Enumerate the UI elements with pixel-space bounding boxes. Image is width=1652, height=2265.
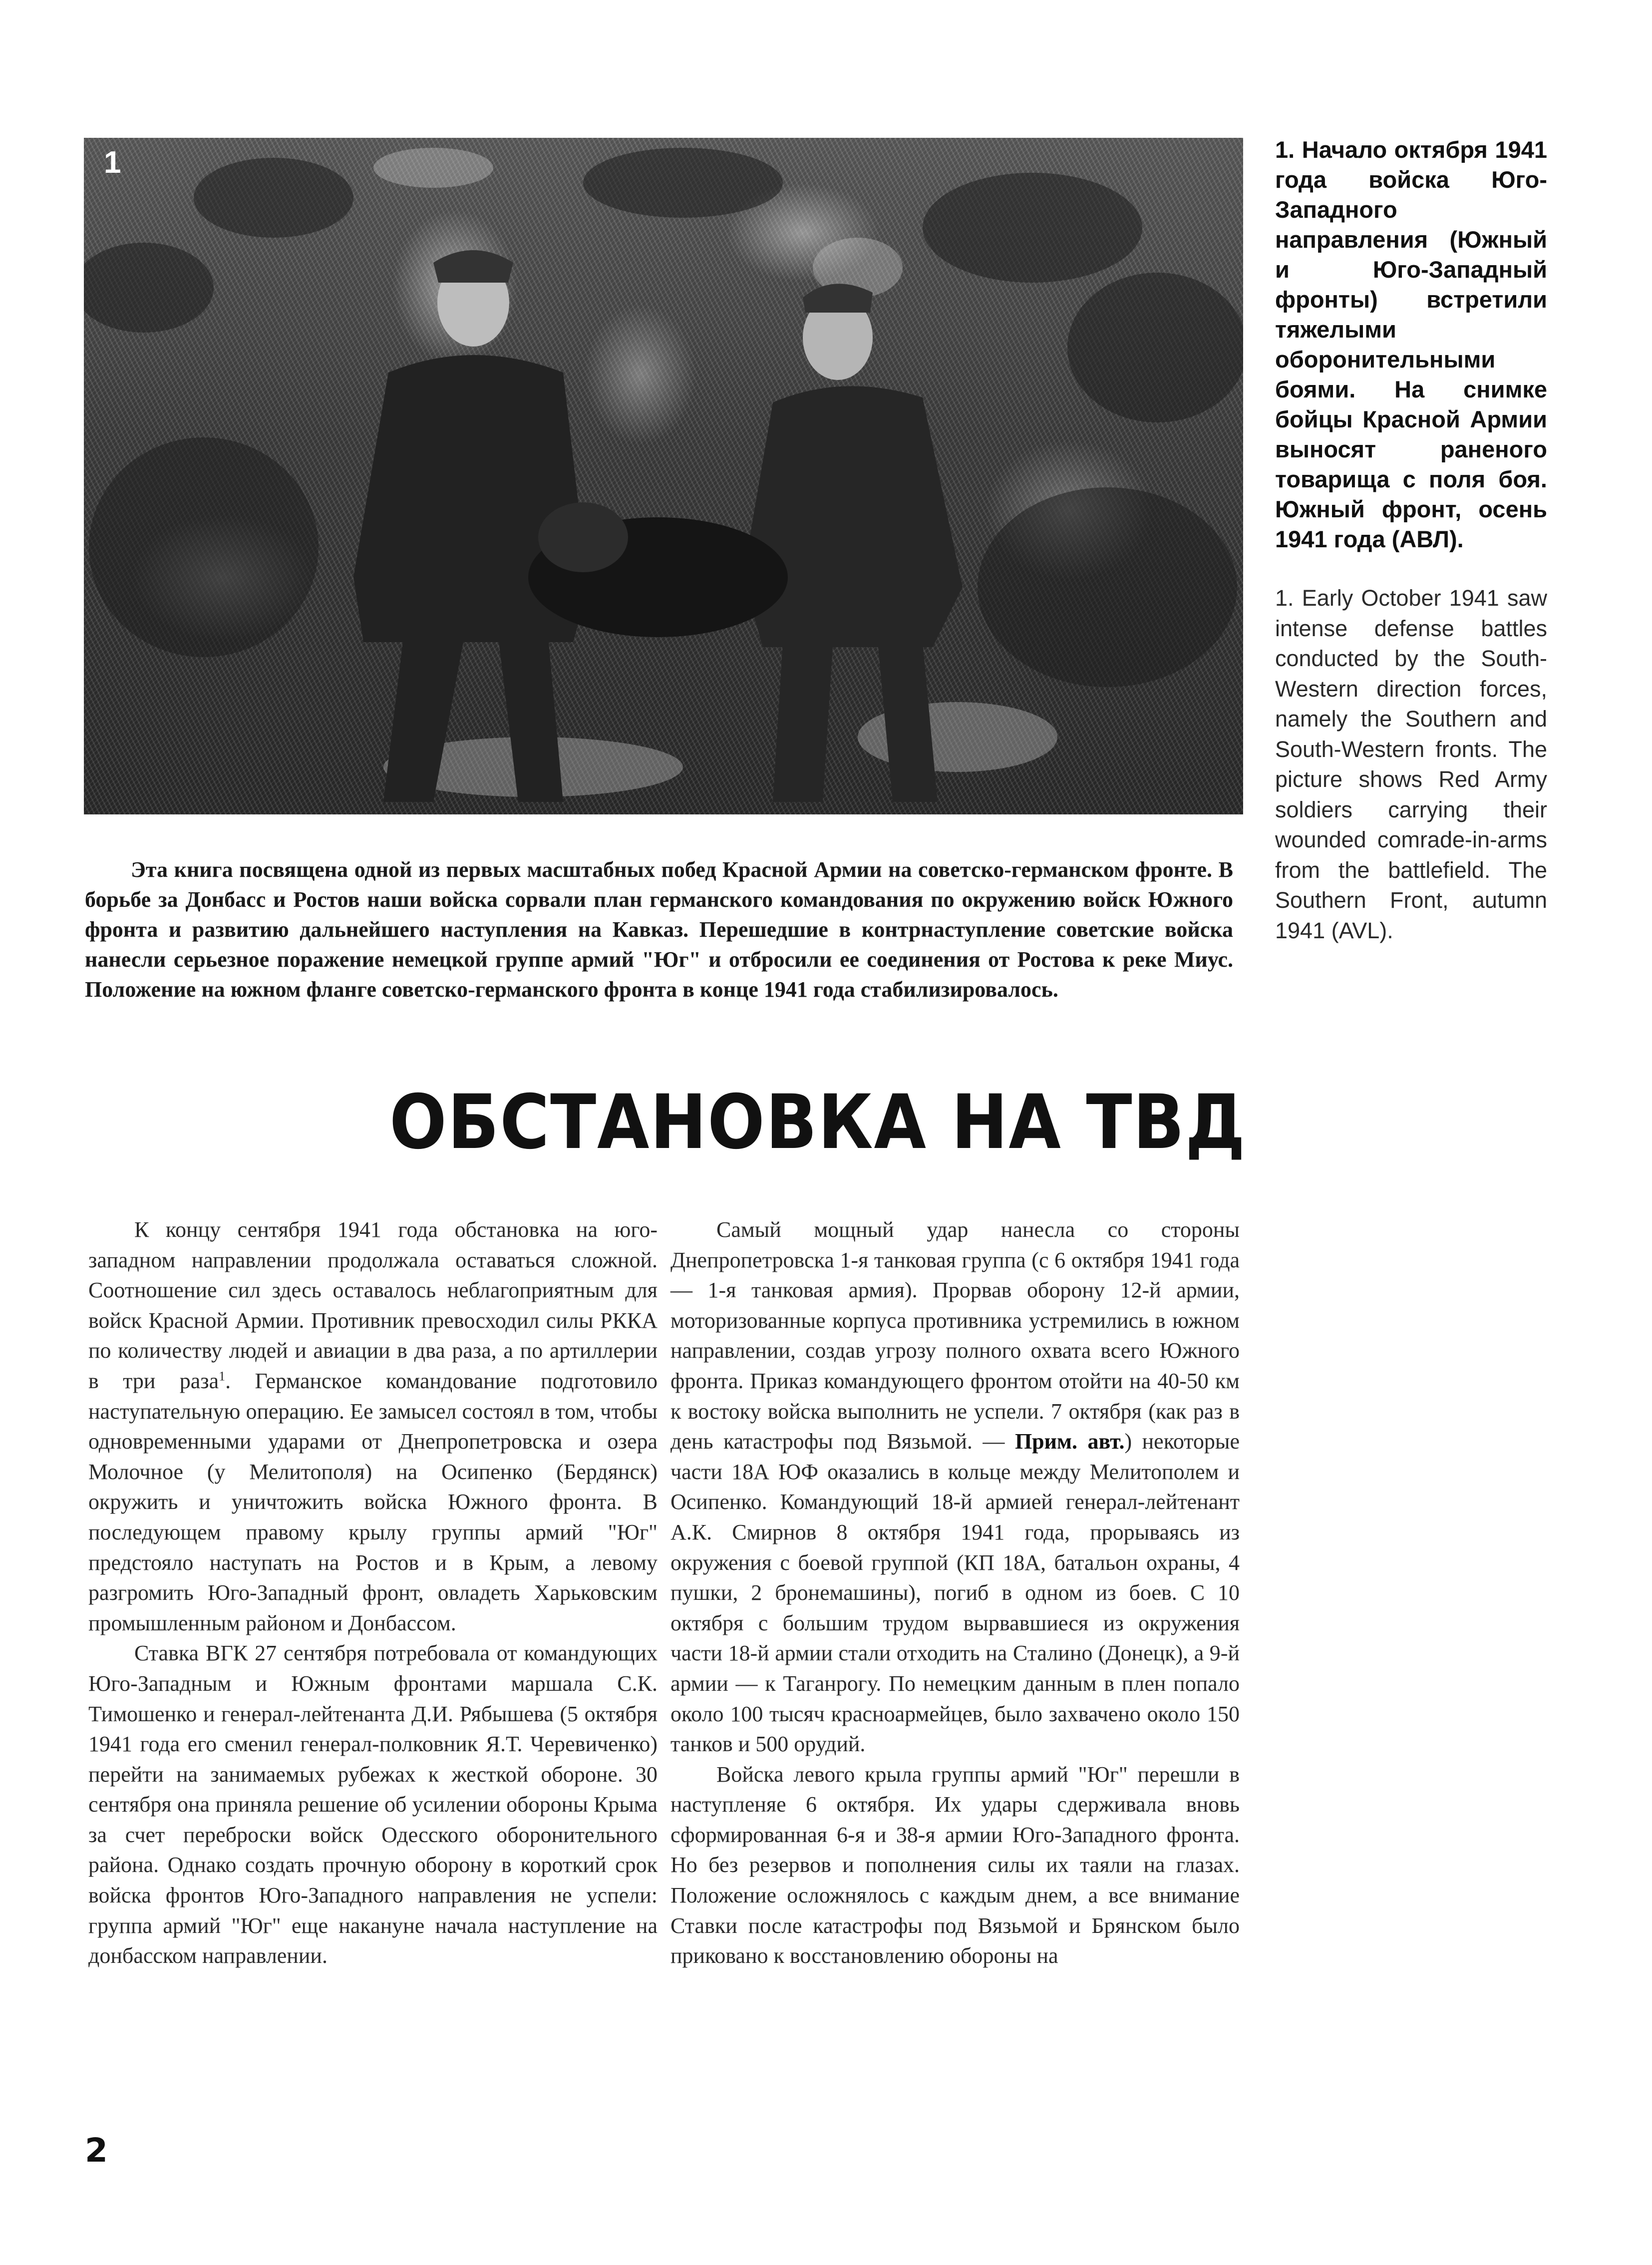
footnote-marker: 1 xyxy=(219,1369,226,1384)
paragraph: К концу сентября 1941 года обстановка на юго-западном направлении продолжала оставаться сложной. Соотношение сил здесь оставалось неблагоприятным для войск Красной Армии. Противник превосходил силы РККА по количеству людей и авиации в два раза, а по артиллерии в три раза$^1$. Германское командование подготовило наступательную операцию. Ее замысел состоял в том, чтобы одновременными ударами от Днепропетровска и озера Молочное (у Мелитополя) на Осипенко (Бердянск) окружить и уничтожить войска Южного фронта. В последующем правому крылу группы армий "Юг" предстояло наступать на Ростов и в Крым, а левому разгромить Юго-Западный фронт, овладеть Харьковским промышленным районом и Донбассом. xyxy=(88,1217,658,1635)
photo-number: 1 xyxy=(104,145,121,180)
photo-caption-russian: 1. Начало октября 1941 года войска Юго-Западного направления (Южный и Юго-Западный фронты) встретили тяжелыми оборонительными боями. На снимке бойцы Красной Армии выносят раненого товарища с поля боя. Южный фронт, осень 1941 года (АВЛ). xyxy=(1275,136,1547,552)
paragraph: Самый мощный удар нанесла со стороны Днепропетровска 1-я танковая группа (с 6 октября 1941 года — 1-я танковая армия). Прорвав оборону 12-й армии, моторизованные корпуса противника устремились в южном направлении, создав угрозу полного охвата всего Южного фронта. Приказ командующего фронтом отойти на 40-50 км к востоку войска выполнить не успели. 7 октября (как раз в день катастрофы под Вязьмой. — Прим. авт.) некоторые части 18А ЮФ оказались в кольце между Мелитополем и Осипенко. Командующий 18-й армией генерал-лейтенант А.К. Смирнов 8 октября 1941 года, прорываясь из окружения с боевой группой (КП 18А, батальон охраны, 4 пушки, 2 бронемашины), погиб в одном из боев. С 10 октября с большим трудом вырвавшиеся из окружения части 18-й армии стали отходить на Сталино (Донецк), а 9-й армии — к Таганрогу. По немецким данным в плен попало около 100 тысяч красноармейцев, было захвачено около 150 танков и 500 орудий. xyxy=(670,1217,1240,1757)
soldier-right xyxy=(743,284,963,802)
text-column-left xyxy=(88,1215,658,1971)
photo-illustration xyxy=(84,138,1243,814)
paragraph: Ставка ВГК 27 сентября потребовала от командующих Юго-Западным и Южным фронтами маршала С.К. Тимошенко и генерал-лейтенанта Д.И. Рябышева (5 октября 1941 года его сменил генерал-полковник Я.Т. Черевиченко) перейти на занимаемых рубежах к жесткой обороне. 30 сентября она приняла решение об усилении обороны Крыма за счет переброски войск Одесского оборонительного района. Однако создать прочную оборону в короткий срок войска фронтов Юго-Западного направления не успели: группа армий "Юг" еще накануне начала наступление на донбасском направлении. xyxy=(88,1641,658,1968)
paragraph: Войска левого крыла группы армий "Юг" перешли в наступленяе 6 октября. Их удары сдерживала вновь сформированная 6-я и 38-я армии Юго-Западного фронта. Но без резервов и пополнения силы их таяли на глазах. Положение осложнялось с каждым днем, а все внимание Ставки после катастрофы под Вязьмой и Брянском было приковано к восстановлению обороны на xyxy=(670,1762,1240,1968)
photo-caption-english: 1. Early October 1941 saw intense defense battles conducted by the South-Western direction forces, namely the Southern and South-Western fronts. The picture shows Red Army soldiers carrying their wounded comrade-in-arms from the battlefield. The Southern Front, autumn 1941 (AVL). xyxy=(1275,585,1547,943)
section-title: ОБСТАНОВКА НА ТВД xyxy=(389,1079,1247,1166)
photo-soldiers-carrying-wounded xyxy=(84,138,1243,814)
text-column-right xyxy=(670,1215,1240,1971)
wounded-soldier xyxy=(528,502,788,637)
author-note: Прим. авт. xyxy=(1014,1429,1125,1454)
book-intro-paragraph: Эта книга посвящена одной из первых масштабных побед Красной Армии на советско-германском фронте. В борьбе за Донбасс и Ростов наши войска сорвали план германского командования по окружению войск Южного фронта и развитию дальнейшего наступления на Кавказ. Перешедшие в контрнаступление советские войска нанесли серьезное поражение немецкой группе армий "Юг" и отбросили ее соединения от Ростова к реке Миус. Положение на южном фланге советско-германского фронта в конце 1941 года стабилизировалось. xyxy=(85,857,1233,1002)
page-number: 2 xyxy=(85,2131,108,2170)
